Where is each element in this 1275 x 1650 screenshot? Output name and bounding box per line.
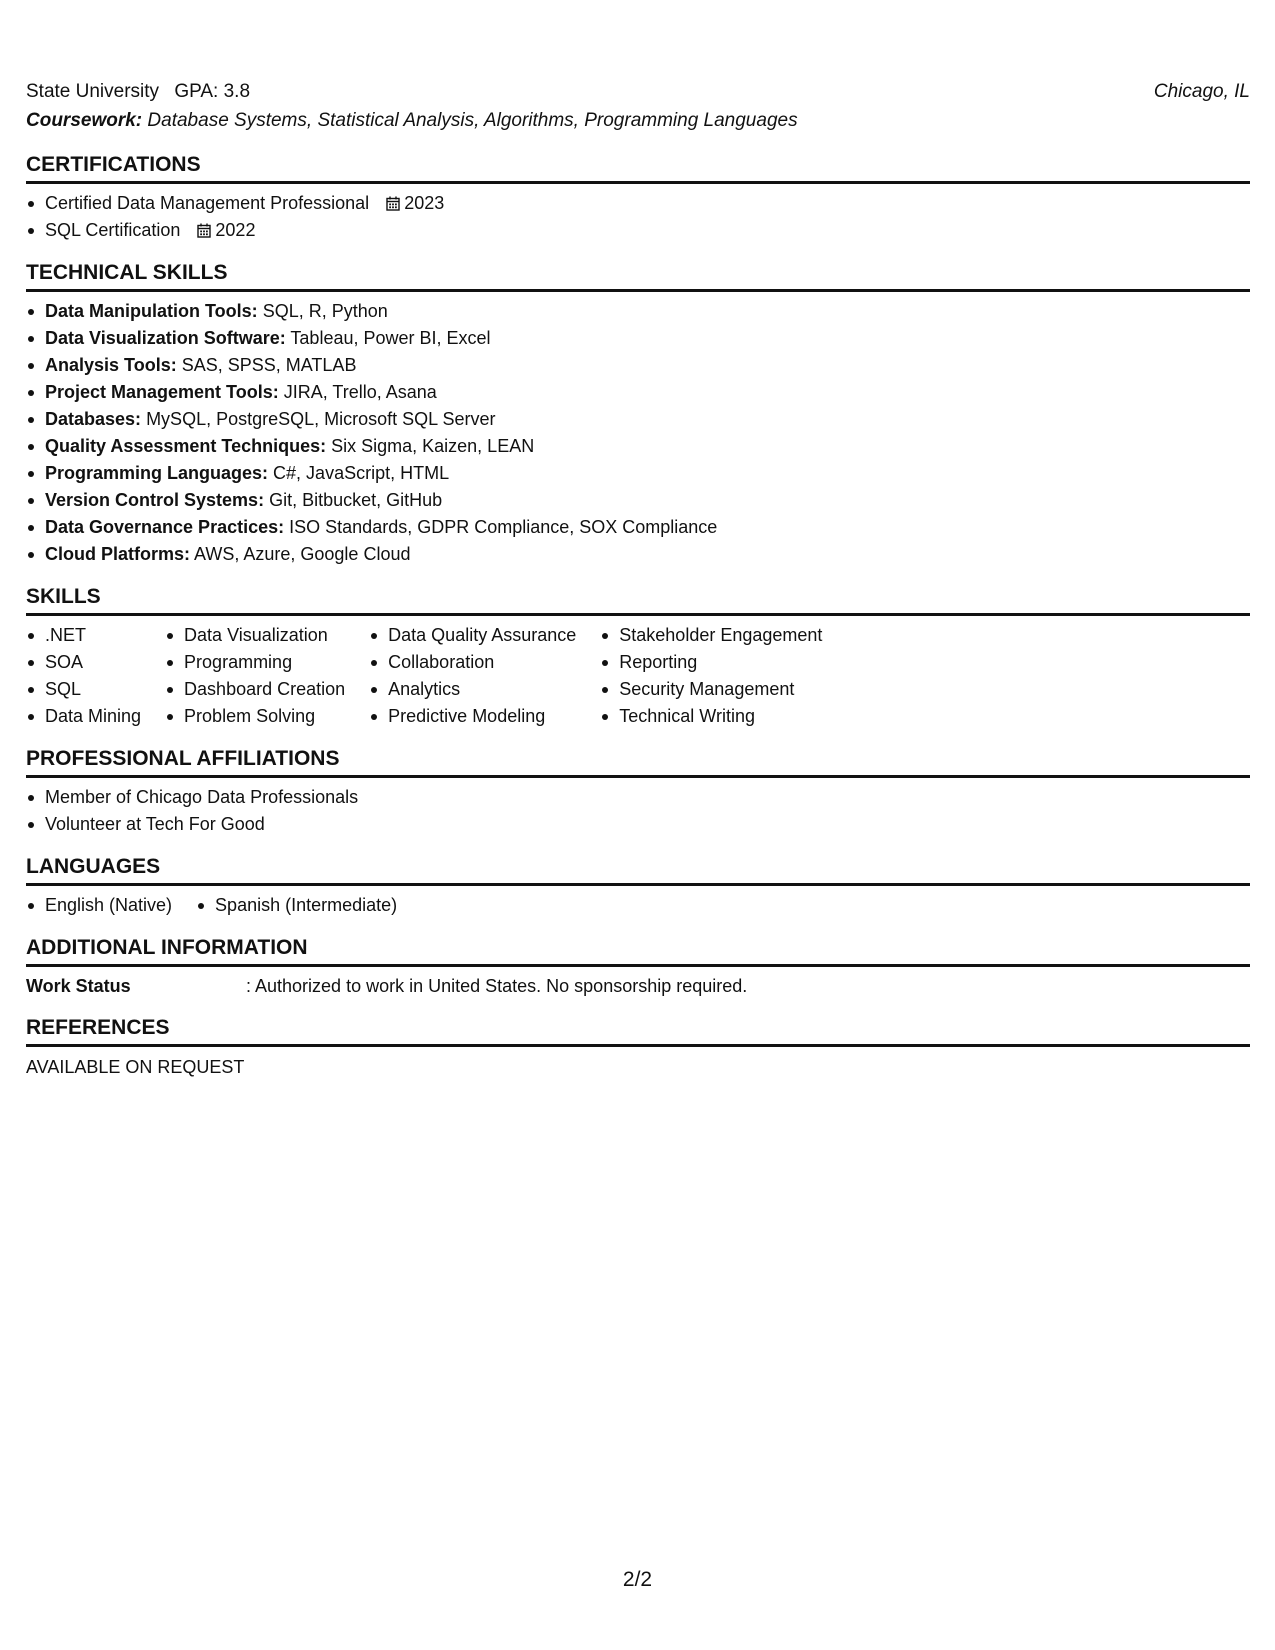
education-row (26, 78, 1250, 106)
list-item: Member of Chicago Data Professionals (26, 784, 1250, 811)
skill-value: C#, JavaScript, HTML (273, 463, 450, 483)
skill-label: Programming Languages: (45, 463, 269, 483)
list-item: SOA (26, 649, 141, 676)
section-title: ADDITIONAL INFORMATION (26, 935, 1250, 967)
skill-value: Tableau, Power BI, Excel (290, 328, 491, 348)
list-item (26, 406, 1250, 433)
skill-label: Analysis Tools: (45, 355, 177, 375)
skill-value: Six Sigma, Kaizen, LEAN (331, 436, 535, 456)
skill-value: JIRA, Trello, Asana (283, 382, 437, 402)
skills-column (600, 622, 822, 730)
resume-page (26, 78, 1250, 1081)
technical-skills-section (26, 260, 1250, 568)
languages-section (26, 854, 1250, 919)
certification-name: SQL Certification (45, 220, 181, 240)
work-status-label: Work Status (26, 976, 131, 996)
references-text: AVAILABLE ON REQUEST (26, 1057, 245, 1077)
section-title: CERTIFICATIONS (26, 152, 1250, 184)
list-item (26, 460, 1250, 487)
skills-column (165, 622, 345, 730)
affiliations-section (26, 746, 1250, 838)
list-item: Volunteer at Tech For Good (26, 811, 1250, 838)
list-item: Spanish (Intermediate) (196, 892, 397, 919)
section-title: LANGUAGES (26, 854, 1250, 886)
skill-label: Cloud Platforms: (45, 544, 191, 564)
list-item (26, 487, 1250, 514)
skill-label: Data Manipulation Tools: (45, 301, 258, 321)
skill-label: Project Management Tools: (45, 382, 279, 402)
list-item (26, 541, 1250, 568)
skill-label: Version Control Systems: (45, 490, 265, 510)
certification-name: Certified Data Management Professional (45, 193, 370, 213)
skills-section (26, 584, 1250, 730)
calendar-icon (386, 196, 400, 211)
list-item: Reporting (600, 649, 822, 676)
coursework-label: Coursework: (26, 110, 143, 131)
certifications-section (26, 152, 1250, 244)
list-item (26, 352, 1250, 379)
skill-value: SAS, SPSS, MATLAB (181, 355, 357, 375)
section-title: SKILLS (26, 584, 1250, 616)
section-title: REFERENCES (26, 1015, 1250, 1047)
list-item: Predictive Modeling (369, 703, 576, 730)
list-item: SQL (26, 676, 141, 703)
skill-value: AWS, Azure, Google Cloud (194, 544, 411, 564)
list-item: Analytics (369, 676, 576, 703)
list-item (26, 379, 1250, 406)
page-number: 2/2 (622, 1568, 653, 1591)
school-name: State University (26, 81, 160, 102)
list-item (26, 325, 1250, 352)
skill-value: MySQL, PostgreSQL, Microsoft SQL Server (146, 409, 496, 429)
section-title: TECHNICAL SKILLS (26, 260, 1250, 292)
list-item: Dashboard Creation (165, 676, 345, 703)
list-item: Collaboration (369, 649, 576, 676)
skill-value: SQL, R, Python (262, 301, 388, 321)
list-item: Security Management (600, 676, 822, 703)
list-item (26, 298, 1250, 325)
list-item: Stakeholder Engagement (600, 622, 822, 649)
section-title: PROFESSIONAL AFFILIATIONS (26, 746, 1250, 778)
list-item: Technical Writing (600, 703, 822, 730)
work-status-value: : Authorized to work in United States. No sponsorship required. (246, 976, 748, 996)
skill-value: Git, Bitbucket, GitHub (269, 490, 443, 510)
skill-label: Data Governance Practices: (45, 517, 285, 537)
skill-label: Data Visualization Software: (45, 328, 286, 348)
list-item: Problem Solving (165, 703, 345, 730)
list-item: Data Quality Assurance (369, 622, 576, 649)
coursework-list: Database Systems, Statistical Analysis, Algorithms, Programming Languages (147, 110, 798, 131)
skills-column (26, 622, 141, 730)
certification-year: 2023 (404, 193, 445, 213)
calendar-icon (197, 223, 211, 238)
skill-label: Databases: (45, 409, 142, 429)
list-item: Data Visualization (165, 622, 345, 649)
list-item: .NET (26, 622, 141, 649)
list-item (26, 217, 1250, 244)
skills-column (369, 622, 576, 730)
gpa: GPA: 3.8 (174, 81, 251, 102)
education-location: Chicago, IL (1153, 81, 1250, 102)
list-item: English (Native) (26, 892, 172, 919)
list-item: Programming (165, 649, 345, 676)
list-item: Data Mining (26, 703, 141, 730)
skill-label: Quality Assessment Techniques: (45, 436, 327, 456)
additional-info-section (26, 935, 1250, 999)
coursework (26, 106, 1250, 136)
list-item (26, 433, 1250, 460)
list-item (26, 514, 1250, 541)
references-section (26, 1015, 1250, 1081)
certification-year: 2022 (215, 220, 256, 240)
skill-value: ISO Standards, GDPR Compliance, SOX Compliance (289, 517, 718, 537)
list-item (26, 190, 1250, 217)
